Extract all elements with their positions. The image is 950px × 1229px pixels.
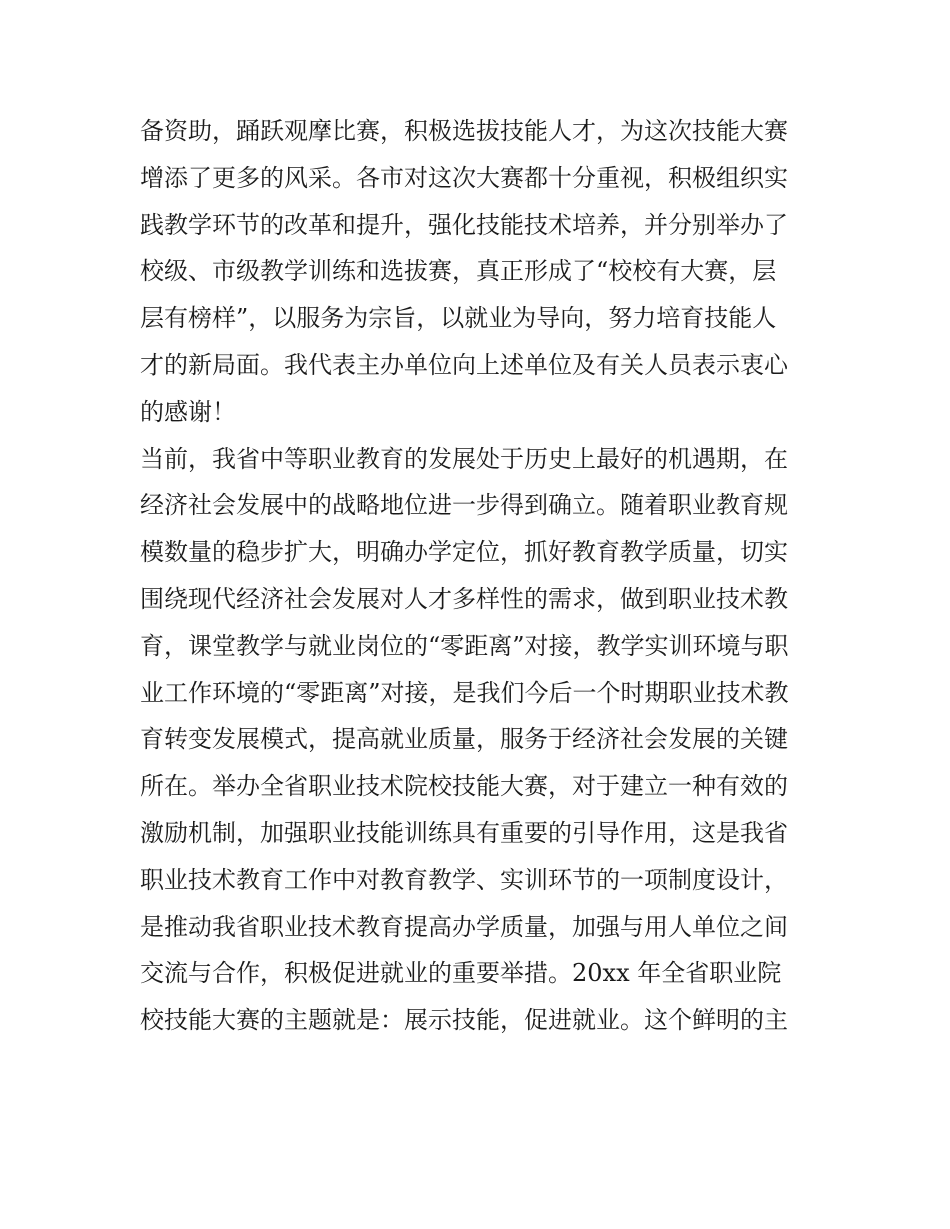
text-line: 才的新局面。我代表主办单位向上述单位及有关人员表示衷心: [140, 350, 788, 379]
text-line: 职业技术教育工作中对教育教学、实训环节的一项制度设计，: [140, 865, 788, 894]
text-line: 激励机制，加强职业技能训练具有重要的引导作用，这是我省: [140, 818, 788, 847]
text-line: 备资助，踊跃观摩比赛，积极选拔技能人才，为这次技能大赛: [140, 117, 788, 145]
text-line: 育转变发展模式，提高就业质量，服务于经济社会发展的关键: [140, 725, 788, 754]
body-text: [140, 108, 830, 1044]
text-line: 层有榜样”，以服务为宗旨，以就业为导向，努力培育技能人: [140, 304, 777, 333]
text-line: 的感谢！: [140, 397, 236, 426]
text-line: 模数量的稳步扩大，明确办学定位，抓好教育教学质量，切实: [140, 538, 788, 567]
text-line: 交流与合作，积极促进就业的重要举措。20xx 年全省职业院: [140, 959, 782, 988]
text-line: 校级、市级教学训练和选拔赛，真正形成了“校校有大赛，层: [140, 257, 777, 286]
text-line: 当前，我省中等职业教育的发展处于历史上最好的机遇期，在: [140, 444, 788, 473]
text-line: 增添了更多的风采。各市对这次大赛都十分重视，积极组织实: [140, 163, 788, 192]
text-line: 是推动我省职业技术教育提高办学质量，加强与用人单位之间: [140, 912, 788, 941]
text-line: 业工作环境的“零距离”对接，是我们今后一个时期职业技术教: [140, 678, 789, 707]
text-line: 经济社会发展中的战略地位进一步得到确立。随着职业教育规: [140, 491, 788, 520]
text-line: 育，课堂教学与就业岗位的“零距离”对接，教学实训环境与职: [140, 631, 789, 660]
text-line: 校技能大赛的主题就是：展示技能，促进就业。这个鲜明的主: [140, 1006, 788, 1035]
text-line: 所在。举办全省职业技术院校技能大赛，对于建立一种有效的: [140, 772, 788, 801]
text-line: 践教学环节的改革和提升，强化技能技术培养，并分别举办了: [140, 210, 788, 239]
text-line: 围绕现代经济社会发展对人才多样性的需求，做到职业技术教: [140, 584, 788, 613]
